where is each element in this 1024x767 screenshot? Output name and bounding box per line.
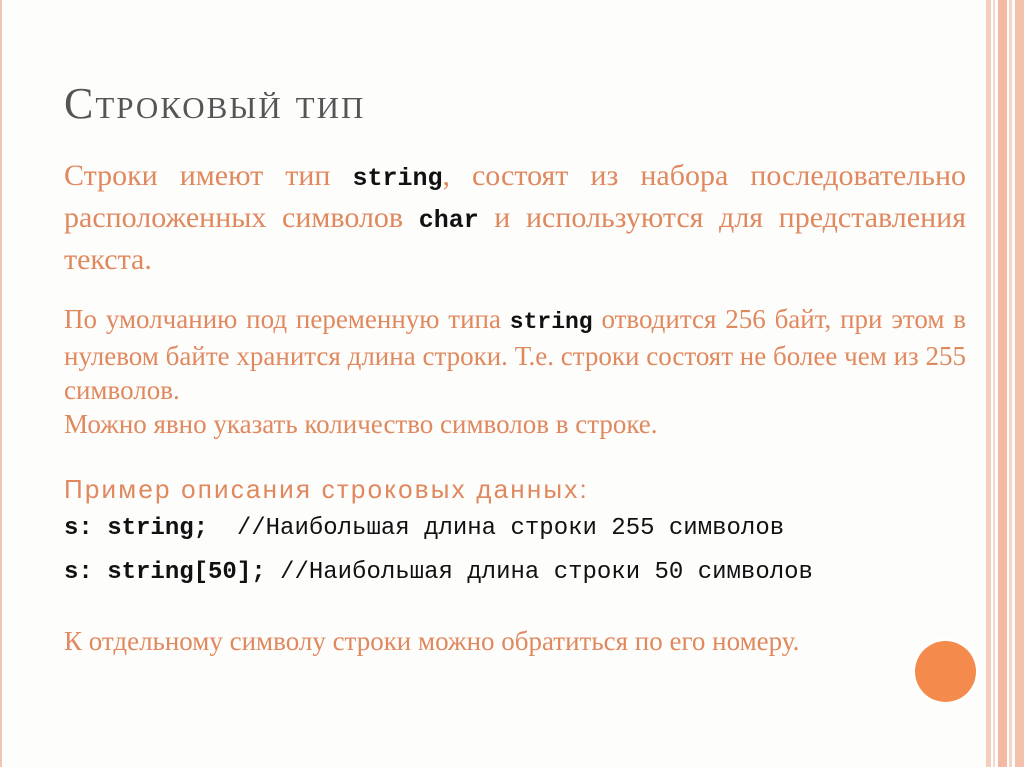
paragraph-string-definition [64, 156, 966, 279]
decor-stripe [1015, 0, 1024, 767]
paragraph-char-access: К отдельному символу строки можно обратиться по его номеру. [64, 626, 800, 656]
para2-text-1: По умолчанию под переменную типа [64, 304, 510, 334]
para1-text-1: Строки имеют тип [64, 159, 353, 192]
code-1-declaration: s: string; [64, 515, 209, 542]
decor-circle [915, 641, 976, 702]
keyword-string-2: string [509, 309, 593, 335]
paragraph-string-size [64, 302, 966, 441]
keyword-char: char [418, 206, 479, 235]
code-1-comment: //Наибольшая длина строки 255 символов [208, 515, 785, 542]
slide-title: Строковый тип [64, 79, 366, 128]
example-header: Пример описания строковых данных: [64, 474, 589, 504]
para1-text-2: , состоят из набора последовательно расположенных символов [64, 159, 967, 234]
para1-text-3: и используются для представления текста. [64, 201, 966, 276]
code-line-2 [64, 559, 813, 586]
decor-stripe [993, 0, 995, 767]
decor-stripe [1009, 0, 1012, 767]
para2-line-2: Можно явно указать количество символов в строке. [64, 409, 658, 439]
code-line-1 [64, 515, 784, 542]
decor-stripe [986, 0, 991, 767]
keyword-string: string [352, 164, 443, 193]
code-2-declaration: s: string[50]; [64, 559, 266, 586]
decor-stripe [998, 0, 1007, 767]
para2-text-2: отводится 256 байт, при этом в нулевом байте хранится длина строки. Т.е. строки состоят не более чем из 255 символов. [64, 304, 967, 405]
code-2-comment: //Наибольшая длина строки 50 символов [265, 559, 813, 586]
